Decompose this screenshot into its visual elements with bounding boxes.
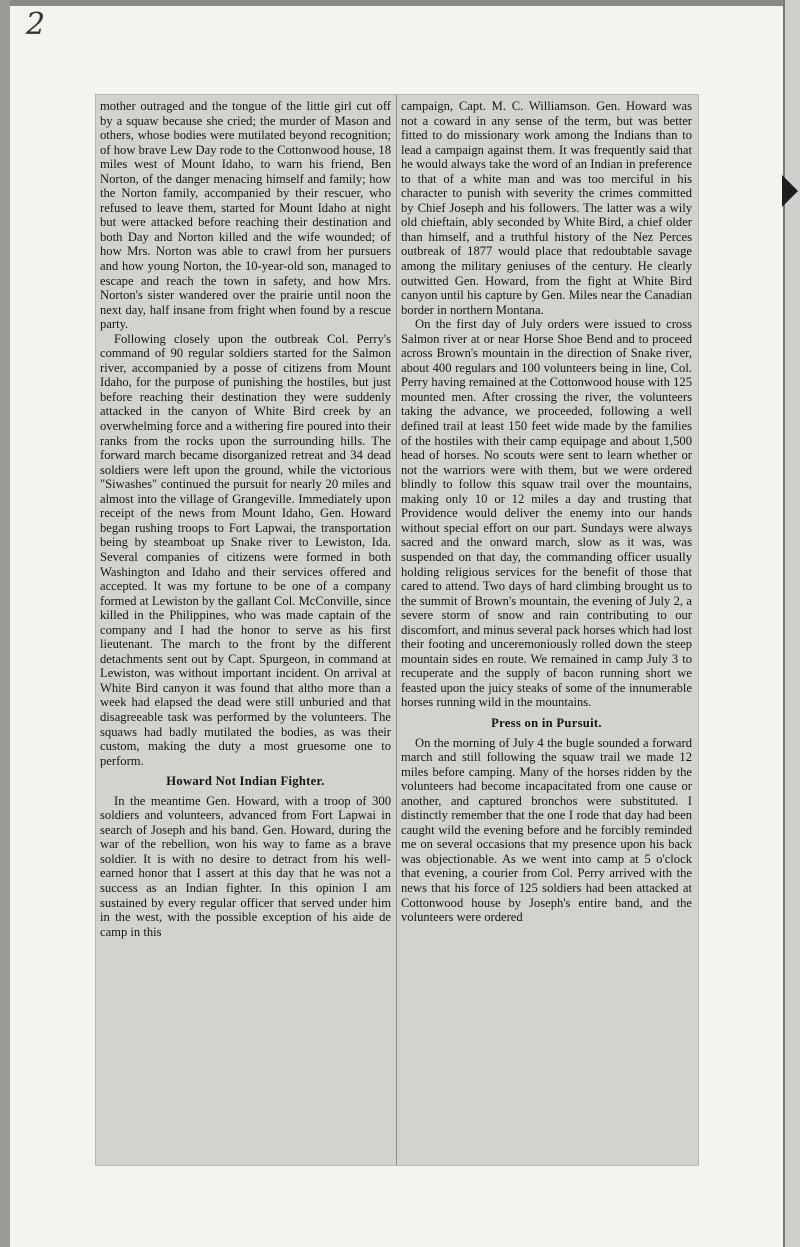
left-subheading: Howard Not Indian Fighter. xyxy=(166,774,325,789)
left-column xyxy=(100,99,391,939)
right-paragraph-2: On the first day of July orders were issued to cross Salmon river at or near Horse Shoe Bend and to proceed across Brown's mountain in the direction of Snake river, about 400 regulars and 100 volunteers being in line, Col. Perry having remained at the Cottonwood house with 125 mounted men. After crossing the river, the volunteers taking the advance, we proceeded, following a well defined trail at least 150 feet wide made by the families of the hostiles with their camp equipage and about 1,500 head of horses. No scouts were sent to learn whether or not the warriors were with them, but we were ordered blindly to follow this squaw trail over the mountains, making only 10 or 12 miles a day and trusting that Providence would deliver the enemy into our hands without special effort on our part. Sundays were always sacred and the onward march, slow as it was, was suspended on that day, the commanding officer usually holding religious services for the benefit of those that cared to attend. Two days of hard climbing brought us to the summit of Brown's mountain, the evening of July 2, a severe storm of snow and rain contributing to our discomfort, and minus several pack horses which had lost their footing and unceremoniously rolled down the steep mountain sides en route. We remained in camp July 3 to recuperate and the supply of bacon running short we feasted upon the juicy steaks of some of the innumerable horses running wild in the mountains. xyxy=(401,317,693,710)
right-paragraph-1: campaign, Capt. M. C. Williamson. Gen. Howard was not a coward in any sense of the term, but was better fitted to do missionary work among the Indians than to lead a campaign against them. It was frequently said that he would always take the word of an Indian in preference to that of a white man and was too merciful in his character to punish with severity the crimes committed by Chief Joseph and his followers. The latter was a wily old chieftain, ably seconded by White Bird, a chief older than himself, and a truthful history of the Nez Perces outbreak of 1877 would place that redoubtable savage among the military geniuses of the century. He clearly outwitted Gen. Howard, from the fight at White Bird canyon until his capture by Gen. Miles near the Canadian border in northern Montana. xyxy=(401,99,692,317)
left-paragraph-1: mother outraged and the tongue of the little girl cut off by a squaw because she cried; the murder of Mason and others, whose bodies were mutilated beyond recognition; of how brave Lew Day rode to the Cottonwood house, 18 miles west of Mount Idaho, to warn his friend, Ben Norton, of the danger menacing himself and family; how the Norton family, accompanied by their rescuer, who refused to leave them, started for Mount Idaho at night but were attacked before reaching their destination and both Day and Norton killed and the wife wounded; of how Mrs. Norton was able to crawl from her pursuers and how young Norton, the 10-year-old son, managed to escape and reach the town in safety, and how Mrs. Norton's sister wandered over the prairie until noon the next day, half insane from fright when found by a rescue party. xyxy=(100,99,391,332)
column-divider xyxy=(396,95,397,1165)
right-paragraph-3: On the morning of July 4 the bugle sounded a forward march and still following the squaw trail we made 12 miles before camping. Many of the horses ridden by the volunteers had become incapacitated from one cause or another, and captured bronchos were substituted. I distinctly remember that the one I rode that day had been caught wild the evening before and he forcibly reminded me on several occasions that my presence upon his back was objectionable. As we went into camp at 5 o'clock that evening, a courier from Col. Perry arrived with the news that his force of 125 soldiers had been attacked at Cottonwood house by Joseph's entire band, and the volunteers were ordered xyxy=(401,735,692,925)
margin-arrow-mark xyxy=(782,175,798,207)
newspaper-clipping xyxy=(96,95,698,1165)
right-subheading: Press on in Pursuit. xyxy=(491,715,602,730)
left-paragraph-3: In the meantime Gen. Howard, with a troop of 300 soldiers and volunteers, advanced from Fort Lapwai in search of Joseph and his band. Gen. Howard, during the war of the rebellion, won his way to fame as a brave soldier. It is with no desire to detract from his well-earned honor that I assert at this day that he was not a success as an Indian fighter. In this opinion I am sustained by every regular officer that served under him in the west, with the possible exception of his aide de camp in this xyxy=(100,793,391,939)
scan-left-edge xyxy=(0,0,10,1247)
right-column xyxy=(401,99,692,925)
page-number: 2 xyxy=(26,7,46,42)
left-paragraph-2: Following closely upon the outbreak Col. Perry's command of 90 regular soldiers started for the Salmon river, accompanied by a posse of citizens from Mount Idaho, for the purpose of punishing the hostiles, but just before reaching their destination they were suddenly attacked in the canyon of White Bird creek by an overwhelming force and a withering fire poured into their ranks from the rocks upon the surrounding hills. The forward march became disorganized retreat and 34 dead soldiers were left upon the ground, while the victorious "Siwashes" continued the pursuit for nearly 20 miles and almost into the village of Grangeville. Immediately upon receipt of the news from Mount Idaho, Gen. Howard began rushing troops to Fort Lapwai, the transportation being by steamboat up Snake river to Lewiston, Ida. Several companies of citizens were formed in both Washington and Idaho and their services offered and accepted. It was my fortune to be one of a company formed at Lewiston by the gallant Col. McConville, since killed in the Philippines, who was made captain of the company and I had the honor to serve as his first lieutenant. The march to the front by the different detachments sent out by Capt. Spurgeon, in command at Lewiston, was without important incident. On arrival at White Bird canyon it was found that altho more than a week had elapsed the dead were still unburied and that disagreeable task was performed by the volunteers. The squaws had badly mutilated the bodies, as was their custom, making the duty a most gruesome one to perform. xyxy=(100,331,391,768)
scan-top-edge xyxy=(0,0,800,6)
